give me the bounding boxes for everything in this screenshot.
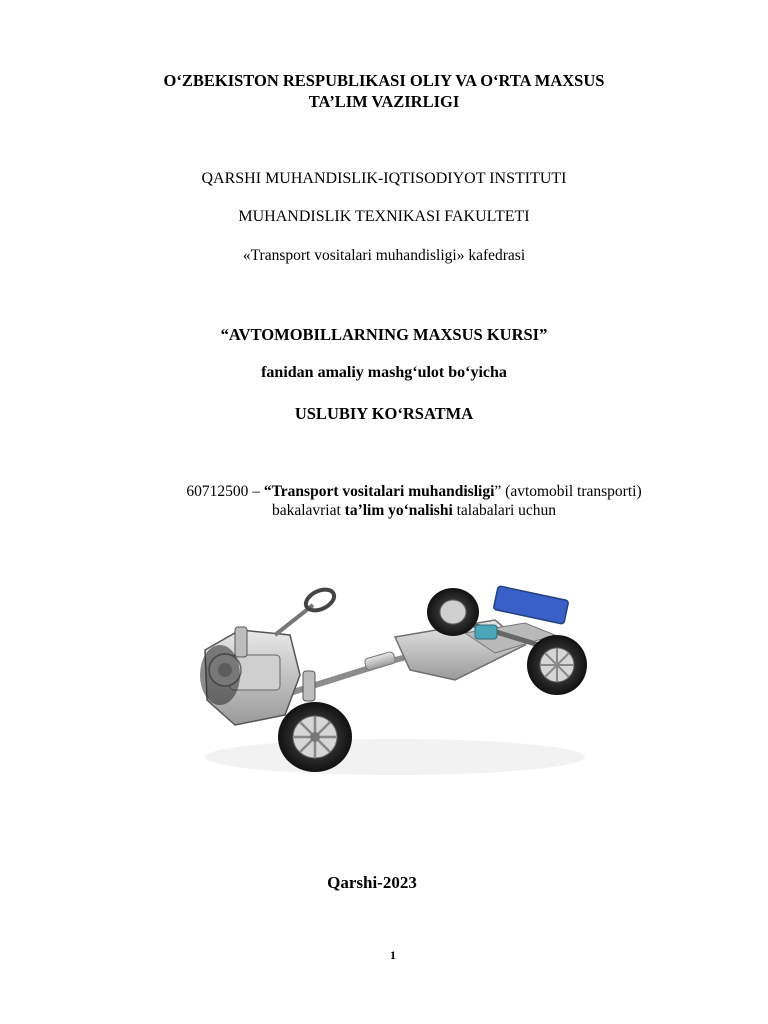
course-title: “AVTOMOBILLARNING MAXSUS KURSI”: [220, 325, 548, 344]
specialty-line-2: [30, 502, 768, 520]
specialty-name: “Transport vositalari muhandisligi: [263, 483, 495, 500]
ministry-line-1: O‘ZBEKISTON RESPUBLIKASI OLIY VA O‘RTA MAXSUS: [163, 71, 605, 90]
specialty-closing-quote: ”: [494, 483, 506, 500]
specialty-line-1: [30, 483, 768, 501]
specialty-code: 60712500 –: [186, 483, 264, 500]
department-name: «Transport vositalari muhandisligi» kafedrasi: [242, 247, 526, 264]
document-type: USLUBIY KO‘RSATMA: [294, 404, 474, 423]
course-subtitle: fanidan amaliy mashg‘ulot bo‘yicha: [261, 364, 507, 381]
ministry-heading: [0, 70, 768, 112]
specialty-level: bakalavriat: [271, 502, 345, 519]
page-number: 1: [390, 948, 396, 962]
ministry-line-2: TA’LIM VAZIRLIGI: [308, 92, 460, 111]
specialty-direction: ta’lim yo‘nalishi: [344, 502, 453, 519]
faculty-name: MUHANDISLIK TEXNIKASI FAKULTETI: [238, 208, 530, 225]
city-year: Qarshi-2023: [327, 873, 417, 892]
specialty-audience: talabalari uchun: [452, 502, 557, 519]
institute-name: QARSHI MUHANDISLIK-IQTISODIYOT INSTITUTI: [201, 170, 567, 187]
specialty-note: (avtomobil transporti): [505, 483, 642, 500]
car-chassis-icon: [195, 575, 595, 780]
